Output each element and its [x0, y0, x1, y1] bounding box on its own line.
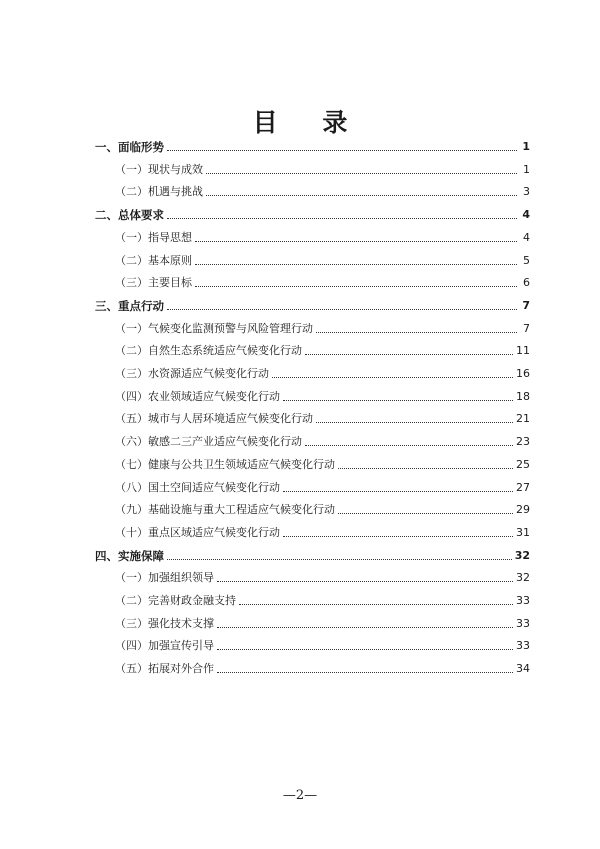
toc-page-number: 23 — [516, 435, 530, 449]
toc-entry-label: （六）敏感二三产业适应气候变化行动 — [115, 435, 302, 449]
toc-dot-leader — [338, 468, 513, 469]
toc-subsection-entry — [115, 567, 530, 585]
toc-dot-leader — [239, 604, 513, 605]
toc-page-number: 3 — [523, 185, 530, 199]
toc-dot-leader — [206, 173, 517, 174]
toc-entry-label: （一）现状与成效 — [115, 162, 203, 176]
toc-dot-leader — [206, 195, 517, 196]
toc-entry-label: 二、总体要求 — [95, 208, 164, 223]
toc-page-number: 32 — [514, 548, 530, 562]
toc-page-number: 33 — [516, 616, 530, 630]
toc-dot-leader — [283, 400, 513, 401]
toc-page-number: 7 — [522, 298, 530, 312]
toc-page-number: 1 — [522, 140, 530, 153]
toc-subsection-entry — [115, 522, 530, 540]
toc-section-entry — [95, 136, 530, 154]
toc-subsection-entry — [115, 159, 530, 177]
toc-section-entry — [95, 295, 530, 313]
toc-dot-leader — [167, 309, 517, 310]
toc-entry-label: （二）基本原则 — [115, 253, 192, 267]
toc-page-number: 5 — [523, 253, 530, 267]
toc-page-number: 11 — [516, 344, 530, 358]
toc-subsection-entry — [115, 454, 530, 472]
toc-page-number: 7 — [523, 321, 530, 335]
toc-page-number: 33 — [516, 639, 530, 653]
toc-entry-label: 三、重点行动 — [95, 298, 164, 313]
toc-section-entry — [95, 545, 530, 563]
toc-page-number: 21 — [516, 412, 530, 426]
toc-page-number: 29 — [516, 503, 530, 517]
toc-subsection-entry — [115, 613, 530, 631]
toc-entry-label: （二）完善财政金融支持 — [115, 594, 236, 607]
toc-dot-leader — [195, 286, 517, 287]
toc-subsection-entry — [115, 340, 530, 358]
toc-page-number: 16 — [516, 367, 530, 380]
toc-subsection-entry — [115, 227, 530, 245]
toc-subsection-entry — [115, 635, 530, 653]
toc-dot-leader — [195, 241, 517, 242]
toc-entry-label: （三）主要目标 — [115, 276, 192, 290]
toc-page-number: 31 — [516, 525, 530, 539]
toc-dot-leader — [272, 377, 513, 378]
toc-subsection-entry — [115, 499, 530, 517]
toc-dot-leader — [167, 150, 517, 151]
toc-dot-leader — [167, 559, 512, 560]
toc-entry-label: （二）机遇与挑战 — [115, 185, 203, 199]
toc-entry-label: 四、实施保障 — [95, 548, 164, 563]
toc-page-number: 33 — [516, 594, 530, 607]
toc-entry-label: （八）国土空间适应气候变化行动 — [115, 480, 280, 494]
toc-subsection-entry — [115, 658, 530, 676]
toc-dot-leader — [316, 332, 517, 333]
toc-page-number: 4 — [522, 208, 530, 222]
toc-entry-label: （二）自然生态系统适应气候变化行动 — [115, 344, 302, 358]
toc-dot-leader — [316, 422, 513, 423]
toc-entry-label: （七）健康与公共卫生领域适应气候变化行动 — [115, 457, 335, 471]
toc-subsection-entry — [115, 431, 530, 449]
toc-dot-leader — [217, 672, 513, 673]
toc-dot-leader — [217, 581, 513, 582]
toc-page-number: 1 — [523, 162, 530, 176]
toc-dot-leader — [305, 445, 513, 446]
toc-page-number: 18 — [516, 389, 530, 403]
toc-section-entry — [95, 204, 530, 222]
toc-subsection-entry — [115, 272, 530, 290]
toc-entry-label: （一）气候变化监测预警与风险管理行动 — [115, 321, 313, 335]
toc-subsection-entry — [115, 408, 530, 426]
toc-dot-leader — [283, 491, 513, 492]
toc-entry-label: 一、面临形势 — [95, 140, 164, 154]
toc-dot-leader — [217, 627, 513, 628]
toc-entry-label: （三）强化技术支撑 — [115, 616, 214, 630]
toc-subsection-entry — [115, 363, 530, 381]
toc-entry-label: （四）加强宣传引导 — [115, 639, 214, 653]
toc-dot-leader — [167, 218, 517, 219]
toc-page-number: 25 — [516, 457, 530, 471]
toc-subsection-entry — [115, 590, 530, 608]
toc-entry-label: （一）指导思想 — [115, 230, 192, 244]
toc-page-number: 34 — [516, 662, 530, 676]
toc-subsection-entry — [115, 477, 530, 495]
toc-dot-leader — [283, 536, 513, 537]
toc-entry-label: （一）加强组织领导 — [115, 571, 214, 585]
page-number-footer: —2— — [282, 788, 318, 803]
toc-subsection-entry — [115, 318, 530, 336]
toc-entry-label: （三）水资源适应气候变化行动 — [115, 367, 269, 380]
toc-entry-label: （五）拓展对外合作 — [115, 662, 214, 676]
toc-dot-leader — [195, 264, 517, 265]
toc-subsection-entry — [115, 181, 530, 199]
toc-dot-leader — [338, 513, 513, 514]
toc-page-number: 4 — [523, 230, 530, 244]
page-title: 目 录 — [252, 108, 366, 137]
toc-entry-label: （五）城市与人居环境适应气候变化行动 — [115, 412, 313, 426]
toc-page-number: 6 — [523, 276, 530, 290]
toc-entry-label: （十）重点区域适应气候变化行动 — [115, 525, 280, 539]
toc-page-number: 27 — [516, 480, 530, 494]
toc-subsection-entry — [115, 250, 530, 268]
toc-dot-leader — [305, 354, 513, 355]
toc-entry-label: （九）基础设施与重大工程适应气候变化行动 — [115, 503, 335, 517]
toc-page-number: 32 — [516, 571, 530, 585]
toc-subsection-entry — [115, 386, 530, 404]
toc-dot-leader — [217, 649, 513, 650]
toc-entry-label: （四）农业领域适应气候变化行动 — [115, 389, 280, 403]
